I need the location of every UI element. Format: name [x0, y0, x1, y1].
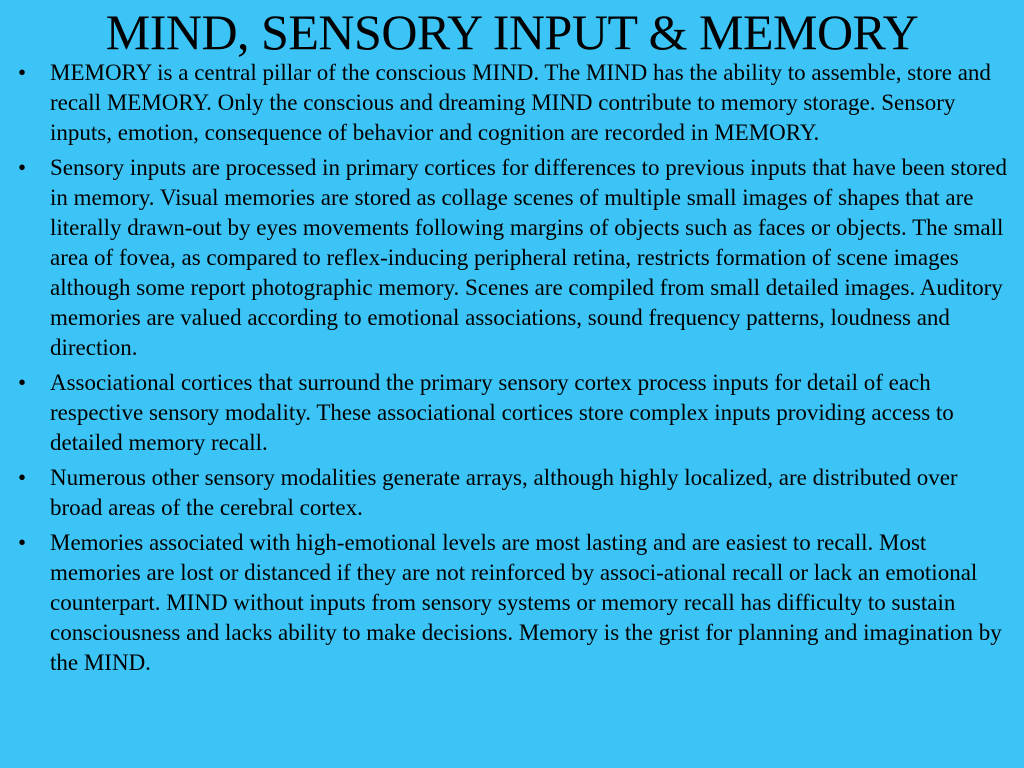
bullet-icon: •: [17, 530, 27, 555]
bullet-text: Sensory inputs are processed in primary cortices for differences to previous inputs that have been stored in memory. Visual memories are stored as collage scenes of multiple small images of shapes that are literally drawn-out by eyes movements following margins of objects such as faces or objects. The small area of fovea, as compared to reflex-inducing peripheral retina, restricts formation of scene images although some report photographic memory. Scenes are compiled from small detailed images. Auditory memories are valued according to emotional associations, sound frequency patterns, loudness and direction.: [50, 155, 1007, 360]
bullet-item-sensory-modalities: [0, 463, 1024, 523]
bullet-text: MEMORY is a central pillar of the conscious MIND. The MIND has the ability to assemble, store and recall MEMORY. Only the conscious and dreaming MIND contribute to memory storage. Sensory inputs, emotion, consequence of behavior and cognition are recorded in MEMORY.: [50, 60, 991, 145]
bullet-list: [0, 58, 1024, 683]
bullet-item-memory-pillar: [0, 58, 1024, 148]
bullet-text: Associational cortices that surround the primary sensory cortex process inputs for detail of each respective sensory modality. These associational cortices store complex inputs providing access to detailed memory recall.: [50, 370, 954, 455]
bullet-item-associational-cortices: [0, 368, 1024, 458]
bullet-icon: •: [17, 155, 27, 180]
bullet-text: Memories associated with high-emotional levels are most lasting and are easiest to recall. Most memories are lost or distanced if they are not reinforced by associ-ational recall or lack an emotional counterpart. MIND without inputs from sensory systems or memory recall has difficulty to sustain consciousness and lacks ability to make decisions. Memory is the grist for planning and imagination by the MIND.: [50, 530, 1002, 675]
bullet-icon: •: [17, 60, 27, 85]
slide-title: MIND, SENSORY INPUT & MEMORY: [105, 4, 919, 60]
bullet-item-emotional-memories: [0, 528, 1024, 678]
bullet-icon: •: [17, 465, 27, 490]
bullet-item-sensory-inputs: [0, 153, 1024, 363]
bullet-icon: •: [17, 370, 27, 395]
bullet-text: Numerous other sensory modalities generate arrays, although highly localized, are distributed over broad areas of the cerebral cortex.: [50, 465, 958, 520]
